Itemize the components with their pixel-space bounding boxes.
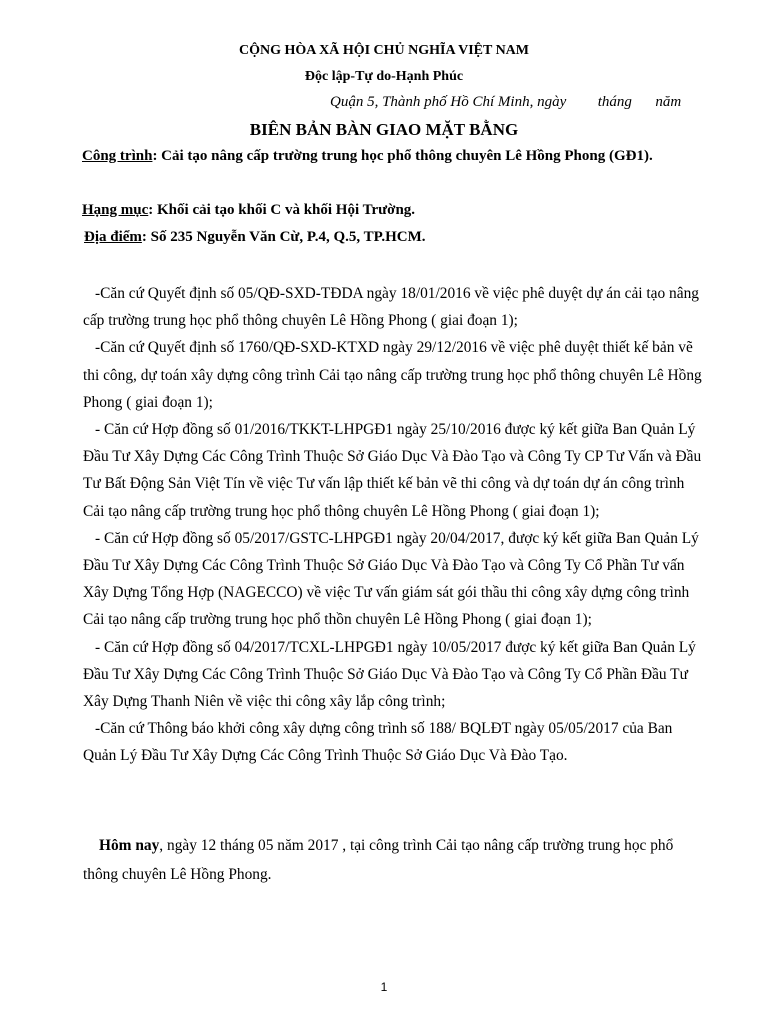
legal-basis-paragraph: -Căn cứ Quyết định số 1760/QĐ-SXD-KTXD ngày 29/12/2016 về việc phê duyệt thiết kế bản vẽ thi công, dự toán xây dựng công trình Cải tạo nâng cấp trường trung học phổ thông chuyên Lê Hồng Phong ( giai đoạn 1);: [83, 339, 702, 411]
year-word: năm: [655, 94, 682, 110]
location-line: [84, 224, 704, 251]
item-value: : Khối cải tạo khối C và khối Hội Trường.: [148, 202, 416, 218]
project-value: : Cải tạo nâng cấp trường trung học phổ thông chuyên Lê Hồng Phong (GĐ1).: [152, 148, 653, 164]
place-date-text: Quận 5, Thành phố Hồ Chí Minh, ngày: [330, 94, 567, 110]
location-value: : Số 235 Nguyễn Văn Cừ, P.4, Q.5, TP.HCM.: [141, 229, 426, 245]
month-word: tháng: [597, 94, 632, 110]
legal-basis-paragraph: -Căn cứ Quyết định số 05/QĐ-SXD-TĐDA ngày 18/01/2016 về việc phê duyệt dự án cải tạo nâng cấp trường trung học phổ thông chuyên Lê Hồng Phong ( giai đoạn 1);: [83, 285, 699, 330]
project-line: [82, 143, 702, 170]
item-label: Hạng mục: [82, 202, 149, 218]
project-label: Công trình: [82, 148, 153, 164]
page-number: 1: [380, 980, 388, 994]
today-lead: Hôm nay: [99, 837, 160, 854]
place-date-line: [330, 94, 681, 111]
legal-basis-paragraph: - Căn cứ Hợp đồng số 04/2017/TCXL-LHPGĐ1 ngày 10/05/2017 được ký kết giữa Ban Quản Lý Đầu Tư Xây Dựng Các Công Trình Thuộc Sở Giáo Dục Và Đào Tạo và Công Ty Cổ Phần Đầu Tư Xây Dựng Thanh Niên về việc thi công xây lắp công trình;: [83, 638, 696, 711]
legal-basis-paragraph: - Căn cứ Hợp đồng số 01/2016/TKKT-LHPGĐ1 ngày 25/10/2016 được ký kết giữa Ban Quản Lý Đầu Tư Xây Dựng Các Công Trình Thuộc Sở Giáo Dục Và Đào Tạo và Công Ty CP Tư Vấn và Đầu Tư Bất Động Sản Việt Tín về việc Tư vấn lập thiết kế bản vẽ thi công và dự toán dự án công trình Cải tạo nâng cấp trường trung học phổ thông chuyên Lê Hồng Phong ( giai đoạn 1);: [83, 421, 702, 520]
location-label: Địa điểm: [84, 229, 142, 245]
motto-heading: Độc lập-Tự do-Hạnh Phúc: [304, 69, 464, 84]
item-line: [82, 197, 702, 224]
nation-heading: CỘNG HÒA XÃ HỘI CHỦ NGHĨA VIỆT NAM: [238, 43, 529, 58]
today-text: , ngày 12 tháng 05 năm 2017 , tại công trình Cải tạo nâng cấp trường trung học phổ thông chuyên Lê Hồng Phong.: [83, 837, 674, 883]
legal-basis-paragraph: - Căn cứ Hợp đồng số 05/2017/GSTC-LHPGĐ1 ngày 20/04/2017, được ký kết giữa Ban Quản Lý Đầu Tư Xây Dựng Các Công Trình Thuộc Sở Giáo Dục Và Đào Tạo và Công Ty Cổ Phần Tư vấn Xây Dựng Tổng Hợp (NAGECCO) về việc Tư vấn giám sát gói thầu thi công xây dựng công trình Cải tạo nâng cấp trường trung học phổ thồn chuyên Lê Hồng Phong ( giai đoạn 1);: [83, 529, 699, 629]
legal-basis-paragraph: -Căn cứ Thông báo khởi công xây dựng công trình số 188/ BQLĐT ngày 05/05/2017 của Ban Quản Lý Đầu Tư Xây Dựng Các Công Trình Thuộc Sở Giáo Dục Và Đào Tạo.: [83, 720, 673, 765]
today-paragraph: [83, 831, 708, 889]
document-title: BIÊN BẢN BÀN GIAO MẶT BẰNG: [249, 120, 519, 139]
legal-basis-list: [83, 280, 708, 770]
